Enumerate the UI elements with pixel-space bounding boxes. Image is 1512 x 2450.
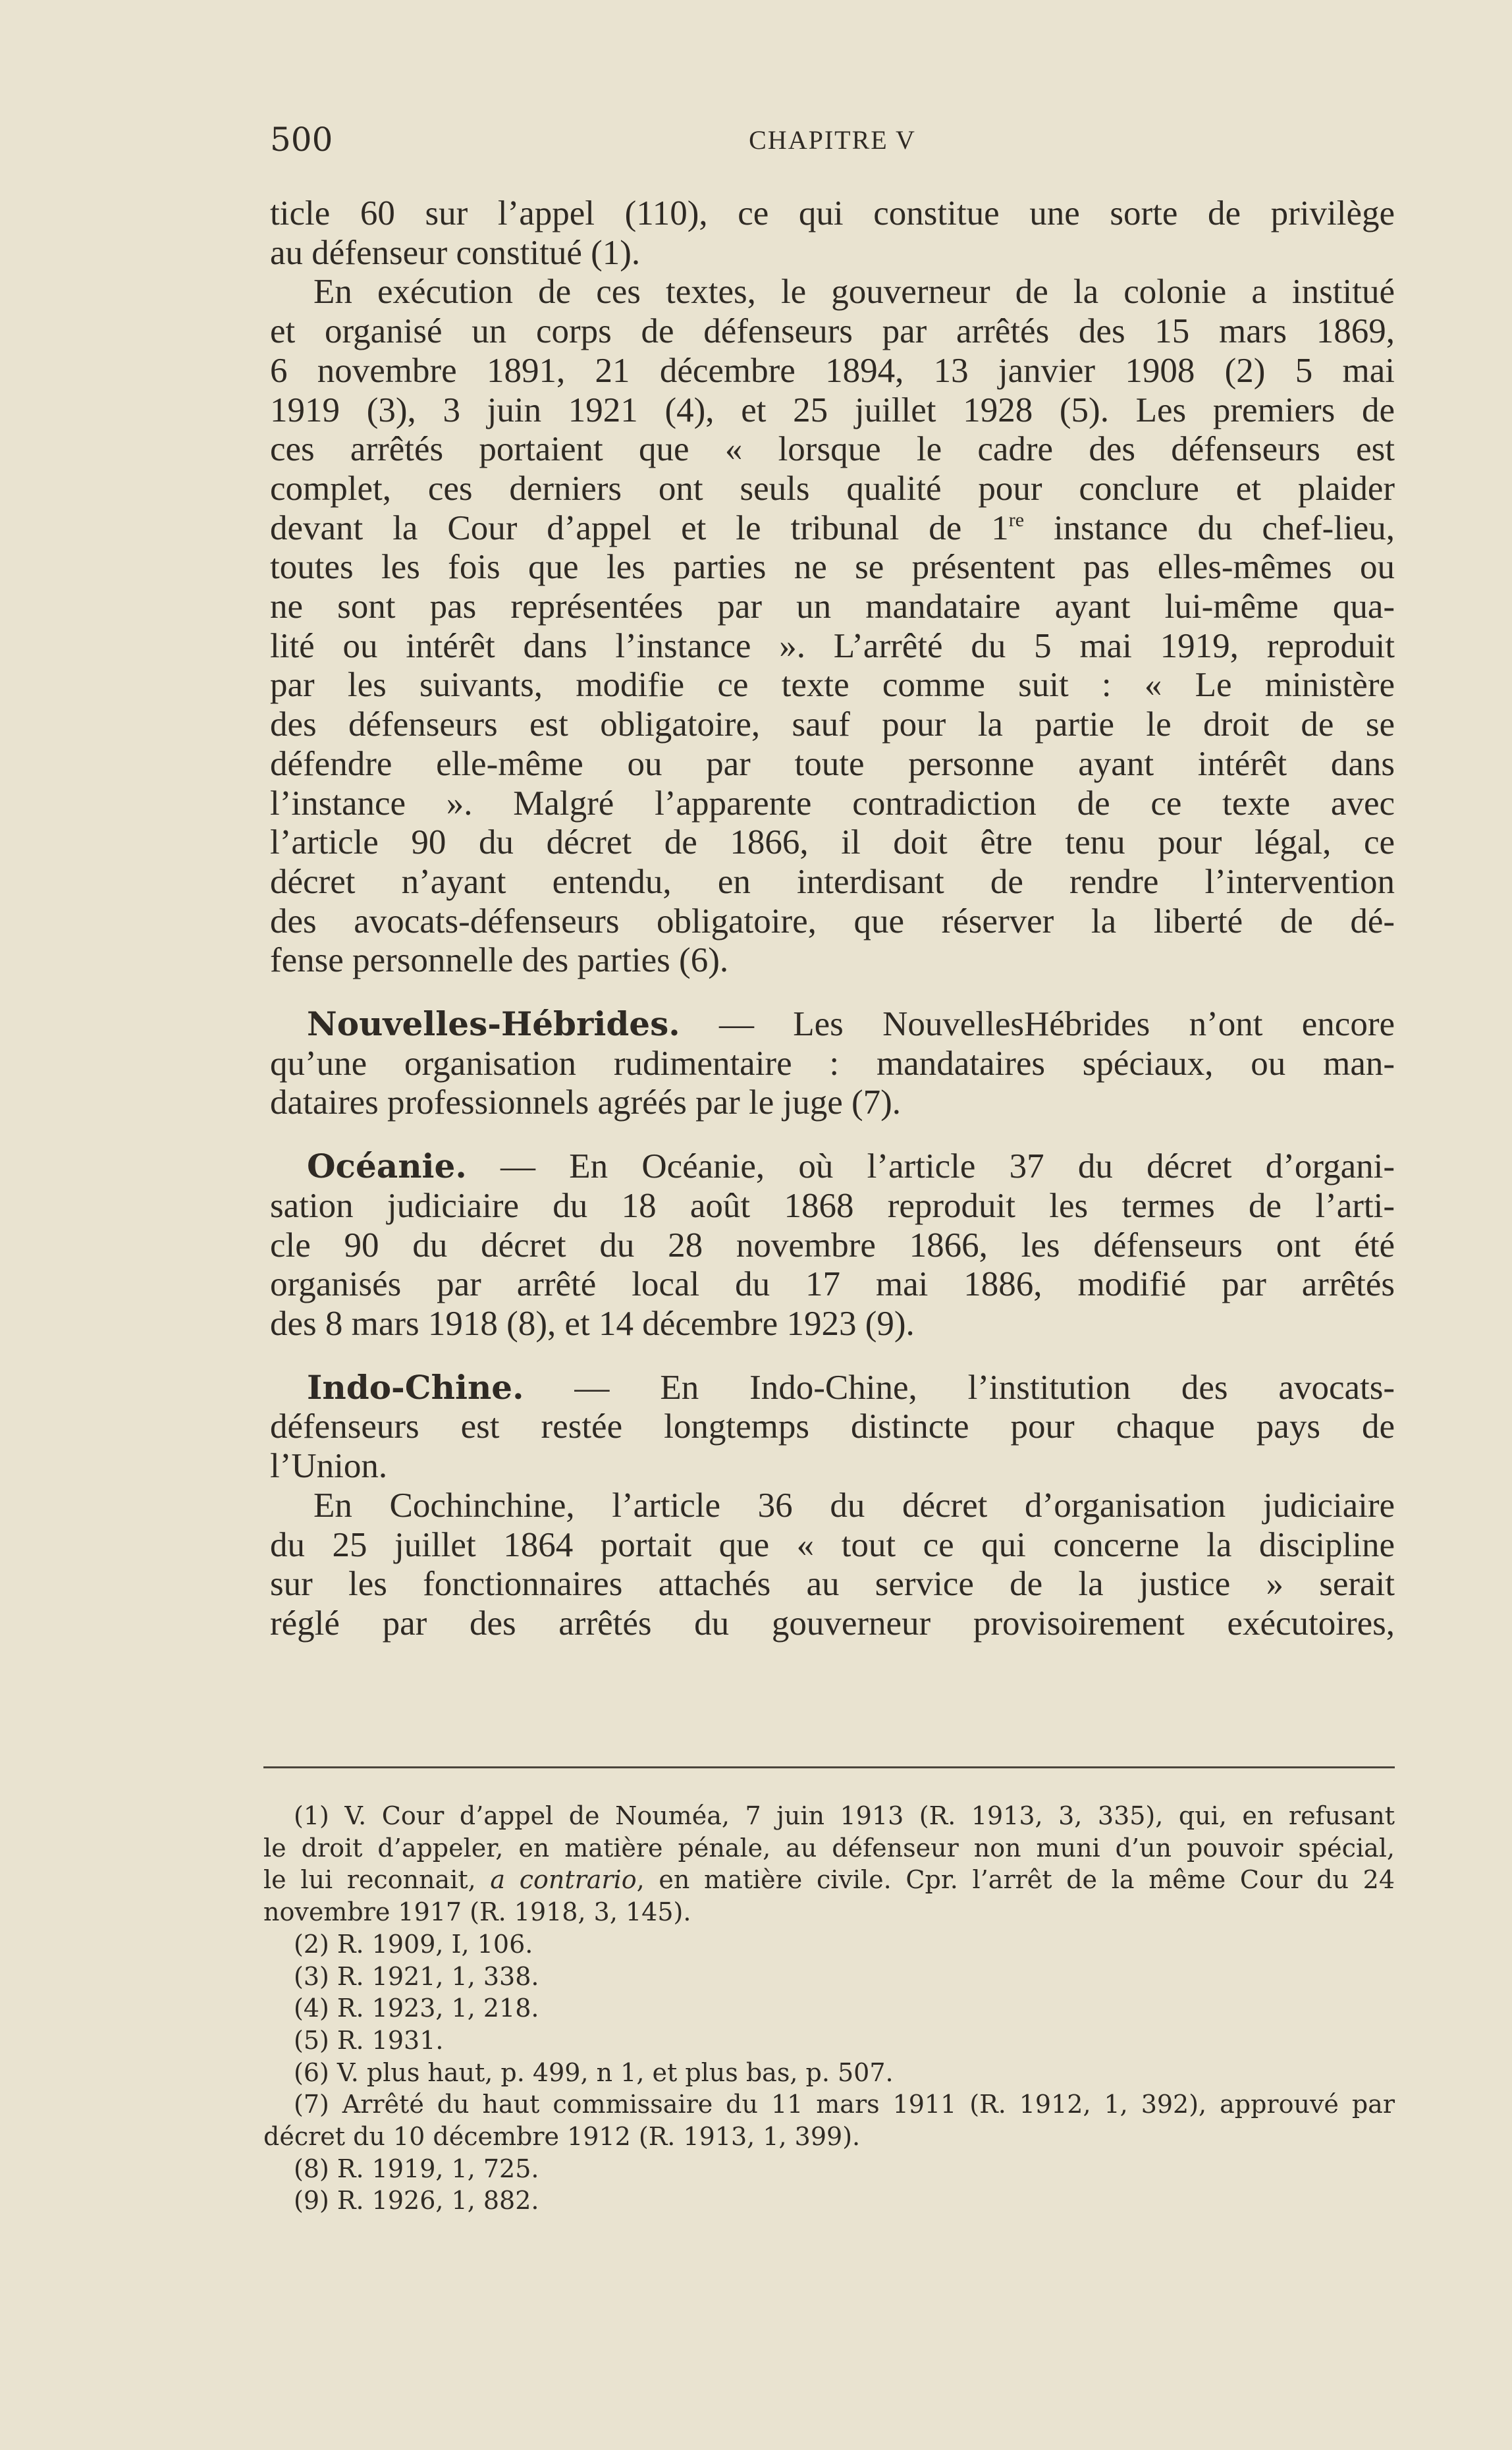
line-segment: le lui reconnait, xyxy=(263,1865,491,1895)
text-line: cle 90 du décret du 28 novembre 1866, les défenseurs ont été xyxy=(270,1226,1395,1265)
section-first-line xyxy=(270,1147,1395,1187)
footnote-divider xyxy=(263,1766,1395,1768)
page-number: 500 xyxy=(270,121,333,159)
line-segment: , en matière civile. Cpr. l’arrêt de la même Cour du 24 xyxy=(636,1865,1395,1895)
text-line: En Cochinchine, l’article 36 du décret d’organisation judiciaire xyxy=(313,1486,1395,1525)
text-line: lité ou intérêt dans l’instance ». L’arrêté du 5 mai 1919, reproduit xyxy=(270,626,1395,665)
text-line: réglé par des arrêtés du gouverneur provisoirement exécutoires, xyxy=(270,1604,1395,1643)
footnote-2: (2) R. 1909, I, 106. xyxy=(294,1929,533,1959)
text-line: l’Union. xyxy=(270,1447,388,1486)
footnote-7-line: décret du 10 décembre 1912 (R. 1913, 1, 399). xyxy=(263,2122,861,2152)
footnote-1-line: novembre 1917 (R. 1918, 3, 145). xyxy=(263,1897,691,1927)
line-segment: — En Indo-Chine, l’institution des avocats- xyxy=(524,1368,1395,1407)
line-segment: devant la Cour d’appel et le tribunal de 1 xyxy=(270,508,1009,547)
text-line: des avocats-défenseurs obligatoire, que réserver la liberté de dé- xyxy=(270,902,1395,940)
footnote-6: (6) V. plus haut, p. 499, n 1, et plus bas, p. 507. xyxy=(294,2057,894,2087)
text-line: décret n’ayant entendu, en interdisant de rendre l’intervention xyxy=(270,862,1395,901)
superscript: re xyxy=(1008,508,1025,531)
text-line: ticle 60 sur l’appel (110), ce qui constitue une sorte de privilège xyxy=(270,194,1395,232)
footnote-9: (9) R. 1926, 1, 882. xyxy=(294,2186,539,2216)
text-line: au défenseur constitué (1). xyxy=(270,233,641,272)
text-line: par les suivants, modifie ce texte comme suit : « Le ministère xyxy=(270,666,1395,705)
section-first-line xyxy=(270,1004,1395,1045)
section-first-line xyxy=(270,1368,1395,1408)
text-line: toutes les fois que les parties ne se présentent pas elles-mêmes ou xyxy=(270,548,1395,587)
footnote-1-line xyxy=(263,1864,1395,1896)
section-heading-indo-chine: Indo-Chine. xyxy=(307,1367,524,1407)
text-line: ces arrêtés portaient que « lorsque le cadre des défenseurs est xyxy=(270,430,1395,469)
text-line: et organisé un corps de défenseurs par arrêtés des 15 mars 1869, xyxy=(270,312,1395,351)
text-line: complet, ces derniers ont seuls qualité pour conclure et plaider xyxy=(270,469,1395,508)
text-line: fense personnelle des parties (6). xyxy=(270,941,729,980)
footnote-1-line: (1) V. Cour d’appel de Nouméa, 7 juin 1913 (R. 1913, 3, 335), qui, en refusant xyxy=(294,1801,1395,1830)
italic-term: a contrario xyxy=(490,1865,637,1895)
section-heading-oceanie: Océanie. xyxy=(307,1147,467,1186)
text-line: En exécution de ces textes, le gouverneur de la colonie a institué xyxy=(313,273,1395,312)
text-line: organisés par arrêté local du 17 mai 1886, modifié par arrêtés xyxy=(270,1265,1395,1304)
text-line: des défenseurs est obligatoire, sauf pour la partie le droit de se xyxy=(270,705,1395,744)
text-line: dataires professionnels agréés par le juge (7). xyxy=(270,1083,902,1122)
text-line: sur les fonctionnaires attachés au service de la justice » serait xyxy=(270,1565,1395,1604)
text-line: 1919 (3), 3 juin 1921 (4), et 25 juillet 1928 (5). Les premiers de xyxy=(270,391,1395,429)
running-head xyxy=(270,121,1395,167)
footnote-5: (5) R. 1931. xyxy=(294,2025,444,2055)
text-line: 6 novembre 1891, 21 décembre 1894, 13 janvier 1908 (2) 5 mai xyxy=(270,351,1395,390)
text-line: du 25 juillet 1864 portait que « tout ce qui concerne la discipline xyxy=(270,1525,1395,1564)
line-segment: — En Océanie, où l’article 37 du décret d’organi- xyxy=(466,1147,1395,1186)
footnote-7-line: (7) Arrêté du haut commissaire du 11 mars 1911 (R. 1912, 1, 392), approuvé par xyxy=(294,2090,1395,2119)
chapter-title: CHAPITRE V xyxy=(749,125,916,155)
footnote-3: (3) R. 1921, 1, 338. xyxy=(294,1961,539,1991)
footnote-4: (4) R. 1923, 1, 218. xyxy=(294,1994,539,2023)
text-line: l’instance ». Malgré l’apparente contradiction de ce texte avec xyxy=(270,784,1395,823)
line-segment: — Les NouvellesHébrides n’ont encore xyxy=(680,1005,1395,1044)
text-line: l’article 90 du décret de 1866, il doit être tenu pour légal, ce xyxy=(270,823,1395,862)
text-line: défendre elle-même ou par toute personne ayant intérêt dans xyxy=(270,744,1395,783)
text-line: des 8 mars 1918 (8), et 14 décembre 1923 (9). xyxy=(270,1304,915,1343)
text-line xyxy=(270,509,1395,549)
text-line: qu’une organisation rudimentaire : mandataires spéciaux, ou man- xyxy=(270,1044,1395,1083)
text-line: défenseurs est restée longtemps distincte pour chaque pays de xyxy=(270,1407,1395,1446)
body-text xyxy=(270,194,1395,1644)
footnote-8: (8) R. 1919, 1, 725. xyxy=(294,2154,539,2183)
text-line: sation judiciaire du 18 août 1868 reproduit les termes de l’arti- xyxy=(270,1186,1395,1225)
footnote-1-line: le droit d’appeler, en matière pénale, au défenseur non muni d’un pouvoir spécial, xyxy=(263,1833,1395,1863)
text-line: ne sont pas représentées par un mandataire ayant lui-même qua- xyxy=(270,587,1395,626)
line-segment: instance du chef-lieu, xyxy=(1024,508,1395,547)
footnotes xyxy=(263,1800,1395,2217)
section-heading-nouvelles-hebrides: Nouvelles-Hébrides. xyxy=(307,1004,680,1044)
